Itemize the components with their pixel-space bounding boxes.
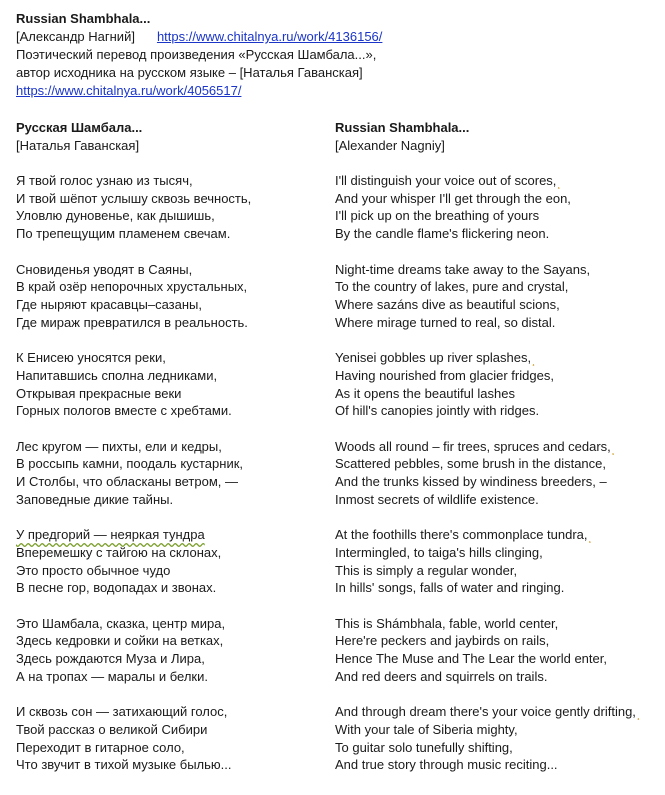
poem-line-text: Сновиденья уводят в Саяны, <box>16 261 193 277</box>
poem-line-text: Hence The Muse and The Lear the world enter, <box>335 651 607 667</box>
poem-line <box>16 190 326 208</box>
poem-line <box>16 579 326 597</box>
right-stanza <box>335 703 660 774</box>
poem-line <box>16 632 326 650</box>
document-header <box>16 10 656 100</box>
poem-line <box>16 721 326 739</box>
poem-line <box>16 615 326 633</box>
poem-line-text: Intermingled, to taiga's hills clinging, <box>335 544 543 560</box>
comment-mark-icon: ¸ <box>557 179 561 190</box>
poem-line <box>16 296 326 314</box>
english-stanzas <box>335 172 660 774</box>
poem-line-text: Горных пологов вместе с хребтами. <box>16 403 232 419</box>
poem-line <box>335 261 660 279</box>
poem-line <box>335 314 660 332</box>
poem-line <box>335 579 660 597</box>
left-stanza <box>16 438 326 509</box>
poem-line-text: And the trunks kissed by windiness breeders, – <box>335 474 607 490</box>
poem-line <box>16 261 326 279</box>
poem-line-text: В россыпь камни, поодаль кустарник, <box>16 456 244 472</box>
poem-line <box>335 190 660 208</box>
poem-line-text: Где ныряют красавцы–сазаны, <box>16 296 202 312</box>
poem-line-text: And through dream there's your voice gently drifting, <box>335 704 636 720</box>
poem-line-text: И Столбы, что обласканы ветром, — <box>16 474 238 490</box>
poem-line-text: Я твой голос узнаю из тысяч, <box>16 173 193 189</box>
poem-line <box>335 172 660 190</box>
poem-line-text: Уловлю дуновенье, как дышишь, <box>16 208 215 224</box>
poem-line <box>16 225 326 243</box>
poem-line-text: To guitar solo tunefully shifting, <box>335 739 513 755</box>
poem-line <box>335 296 660 314</box>
header-author: [Александр Нагний] <box>16 29 135 44</box>
poem-line <box>335 721 660 739</box>
right-stanza <box>335 349 660 420</box>
poem-line-text: Твой рассказ о великой Сибири <box>16 722 208 738</box>
poem-line <box>16 349 326 367</box>
poem-line-text: Заповедные дикие тайны. <box>16 491 174 507</box>
comment-mark-icon: ¸ <box>636 710 640 721</box>
poem-line-text: Night-time dreams take away to the Sayans, <box>335 261 591 277</box>
poem-line <box>16 278 326 296</box>
poem-line <box>16 756 326 774</box>
poem-line <box>16 172 326 190</box>
poem-line <box>335 526 660 544</box>
poem-line <box>16 367 326 385</box>
poem-line-text: And red deers and squirrels on trails. <box>335 668 548 684</box>
right-stanza <box>335 438 660 509</box>
poem-line <box>335 756 660 774</box>
english-column <box>335 119 660 792</box>
poem-line-text: А на тропах — маралы и белки. <box>16 668 208 684</box>
poem-line-text: And true story through music reciting... <box>335 757 558 773</box>
poem-line-text: Here're peckers and jaybirds on rails, <box>335 633 550 649</box>
poem-line-text: To the country of lakes, pure and crystal, <box>335 279 569 295</box>
poem-line-text: И твой шёпот услышу сквозь вечность, <box>16 190 252 206</box>
left-stanza <box>16 703 326 774</box>
left-stanza <box>16 261 326 332</box>
poem-line-text: Yenisei gobbles up river splashes, <box>335 350 532 366</box>
poem-line <box>16 739 326 757</box>
poem-line-text: Где мираж превратился в реальность. <box>16 314 248 330</box>
poem-line <box>16 402 326 420</box>
poem-line-text: Лес кругом — пихты, ели и кедры, <box>16 438 222 454</box>
poem-line <box>16 668 326 686</box>
poem-line <box>16 207 326 225</box>
poem-line-text: I'll distinguish your voice out of scores, <box>335 173 557 189</box>
poem-line <box>335 367 660 385</box>
poem-line-text: Where mirage turned to real, so distal. <box>335 314 556 330</box>
comment-mark-icon: ¸ <box>588 533 592 544</box>
poem-line <box>16 314 326 332</box>
poem-line <box>335 207 660 225</box>
poem-line-text: Это просто обычное чудо <box>16 562 171 578</box>
poem-line-text: Что звучит в тихой музыке былью... <box>16 757 232 773</box>
right-stanza <box>335 261 660 332</box>
poem-line <box>335 650 660 668</box>
poem-line-text: К Енисею уносятся реки, <box>16 350 166 366</box>
russian-author: [Наталья Гаванская] <box>16 137 140 153</box>
russian-column <box>16 119 326 792</box>
poem-line-text: Открывая прекрасные веки <box>16 385 182 401</box>
right-stanza <box>335 615 660 686</box>
poem-line <box>16 703 326 721</box>
poem-line-text: Вперемешку с тайгою на склонах, <box>16 544 222 560</box>
poem-line-text: At the foothills there's commonplace tundra, <box>335 527 588 543</box>
left-stanza <box>16 526 326 597</box>
poem-line-text: In hills' songs, falls of water and ringing. <box>335 580 565 596</box>
header-link-1[interactable]: https://www.chitalnya.ru/work/4136156/ <box>156 29 383 44</box>
poem-line-text: Здесь рождаются Муза и Лира, <box>16 651 205 667</box>
poem-line <box>335 668 660 686</box>
right-stanza <box>335 526 660 597</box>
poem-line <box>16 562 326 580</box>
header-author-line <box>16 28 656 46</box>
poem-line <box>335 739 660 757</box>
header-link-2[interactable]: https://www.chitalnya.ru/work/4056517/ <box>16 83 242 98</box>
poem-line-text: Inmost secrets of wildlife existence. <box>335 491 539 507</box>
russian-stanzas <box>16 172 326 774</box>
left-stanza <box>16 349 326 420</box>
english-author: [Alexander Nagniy] <box>335 137 445 153</box>
russian-title: Русская Шамбала... <box>16 120 143 135</box>
header-title: Russian Shambhala... <box>16 11 151 26</box>
poem-line-text: В песне гор, водопадах и звонах. <box>16 580 217 596</box>
poem-line <box>16 544 326 562</box>
poem-line-text: By the candle flame's flickering neon. <box>335 226 550 242</box>
poem-line <box>16 385 326 403</box>
poem-line-text: Woods all round – fir trees, spruces and cedars, <box>335 438 611 454</box>
poem-line-text: Переходит в гитарное соло, <box>16 739 185 755</box>
poem-line-text: This is Shámbhala, fable, world center, <box>335 615 559 631</box>
poem-line <box>16 526 326 544</box>
poem-line-text: Это Шамбала, сказка, центр мира, <box>16 615 226 631</box>
poem-line-text: По трепещущим пламенем свечам. <box>16 226 231 242</box>
header-link-2-line <box>16 82 656 100</box>
poem-line <box>335 455 660 473</box>
poem-line <box>335 544 660 562</box>
poem-line-text: Having nourished from glacier fridges, <box>335 367 554 383</box>
poem-line-text: Scattered pebbles, some brush in the distance, <box>335 456 606 472</box>
header-source-author: автор исходника на русском языке – [Наталья Гаванская] <box>16 65 363 80</box>
poem-line <box>335 385 660 403</box>
poem-line <box>16 650 326 668</box>
comment-mark-icon: ¸ <box>611 444 615 455</box>
poem-line-text: Напитавшись сполна ледниками, <box>16 367 218 383</box>
poem-line-text: This is simply a regular wonder, <box>335 562 518 578</box>
poem-line <box>335 473 660 491</box>
poem-line <box>16 473 326 491</box>
poem-line <box>16 438 326 456</box>
poem-line <box>16 455 326 473</box>
poem-line-text: Здесь кедровки и сойки на ветках, <box>16 633 224 649</box>
poem-line <box>335 349 660 367</box>
poem-line-text: У предгорий — неяркая тундра <box>16 527 205 543</box>
poem-line <box>16 491 326 509</box>
poem-line-text: With your tale of Siberia mighty, <box>335 722 518 738</box>
poem-line-text: Of hill's canopies jointly with ridges. <box>335 403 540 419</box>
poem-line-text: И сквозь сон — затихающий голос, <box>16 704 228 720</box>
poem-line <box>335 402 660 420</box>
poem-line <box>335 225 660 243</box>
poem-line-text: And your whisper I'll get through the eon, <box>335 190 571 206</box>
poem-line <box>335 632 660 650</box>
poem-line-text: В край озёр непорочных хрустальных, <box>16 279 248 295</box>
poem-line <box>335 278 660 296</box>
comment-mark-icon: ¸ <box>532 356 536 367</box>
header-translation-note: Поэтический перевод произведения «Русская Шамбала...», <box>16 47 377 62</box>
left-stanza <box>16 172 326 243</box>
poem-line <box>335 438 660 456</box>
poem-line-text: Where sazáns dive as beautiful scions, <box>335 296 560 312</box>
poem-line <box>335 615 660 633</box>
poem-line-text: As it opens the beautiful lashes <box>335 385 515 401</box>
poem-line <box>335 703 660 721</box>
left-stanza <box>16 615 326 686</box>
poem-line-text: I'll pick up on the breathing of yours <box>335 208 540 224</box>
right-stanza <box>335 172 660 243</box>
poem-line <box>335 491 660 509</box>
poem-line <box>335 562 660 580</box>
english-title: Russian Shambhala... <box>335 120 470 135</box>
